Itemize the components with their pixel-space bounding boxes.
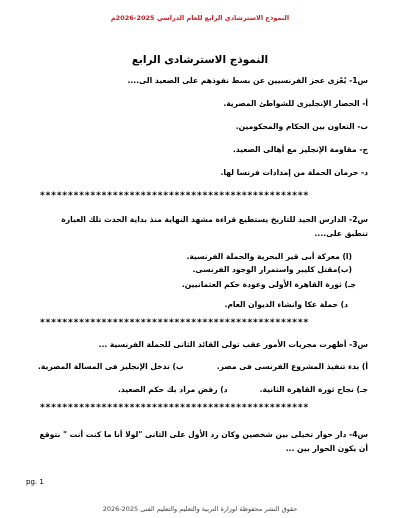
q3-option-c: جـ) نجاح ثورة القاهرة الثانية. xyxy=(259,385,368,394)
q3-option-a: أ) بدء تنفيذ المشروع الفرنسى فى مصر. xyxy=(216,362,368,371)
question-4-stem-line2: أن يكون الحوار بين ... xyxy=(285,444,368,453)
page-title: النموذج الاسترشادى الرابع xyxy=(131,54,269,66)
separator-3: ************************************************ xyxy=(40,403,310,413)
question-3-stem: س3- أظهرت مجريات الأمور عقب تولى القائد الثانى للحملة الفرنسية ... xyxy=(98,340,368,349)
q1-option-d: د- حرمان الحملة من إمدادات فرنسا لها. xyxy=(220,168,368,177)
page-number: pg. 1 xyxy=(26,478,44,486)
q1-option-b: ب- التعاون بين الحكام والمحكومين. xyxy=(235,122,368,131)
question-4-stem-line1: س4- دار حوار تخيلى بين شخصين وكان رد الأول على الثانى "لولا أنا ما كنت أنت " نتوقع xyxy=(39,430,368,439)
q2-option-a: (ا) معركة أبى قير البحرية والحملة الفرنسية. xyxy=(186,252,352,261)
q3-option-b: ب) تدخل الإنجليز فى المسالة المصرية. xyxy=(38,362,184,371)
q1-option-a: أ- الحصار الإنجليزى للشواطئ المصرية. xyxy=(223,99,368,108)
question-2-stem-line2: تنطبق على.... xyxy=(314,229,368,238)
page-footer: حقوق النشر محفوظة لوزارة التربية والتعليم والتعليم الفنى 2025-2026 xyxy=(102,505,298,513)
q3-option-d: د) رفض مراد بك حكم الصعيد. xyxy=(118,385,228,394)
question-1-stem: س1- يُعْزى عجز الفرنسيين عن بسط نفوذهم على الصعيد الى.... xyxy=(127,76,368,85)
q2-option-c: جـ) ثورة القاهرة الأولى وعودة حكم العثمانيين. xyxy=(181,280,356,289)
question-2-stem-line1: س2- الدارس الجيد للتاريخ يستطيع قراءة مشهد النهاية منذ بداية الحدث تلك العبارة xyxy=(61,215,368,224)
q1-option-c: ج- مقاومة الإنجليز مع أهالى الصعيد. xyxy=(232,145,368,154)
separator-2: ************************************************ xyxy=(40,318,310,328)
q2-option-b: (ب)مقتل كليبر واستمرار الوجود الفرنسى. xyxy=(192,265,352,274)
q2-option-d: د) حملة عكا وانشاء الديوان العام. xyxy=(224,300,348,309)
page-header: النموذج الاسترشادي الرابع للعام الدراسي 2025-2026م xyxy=(110,14,290,22)
separator-1: ************************************************ xyxy=(40,191,310,201)
